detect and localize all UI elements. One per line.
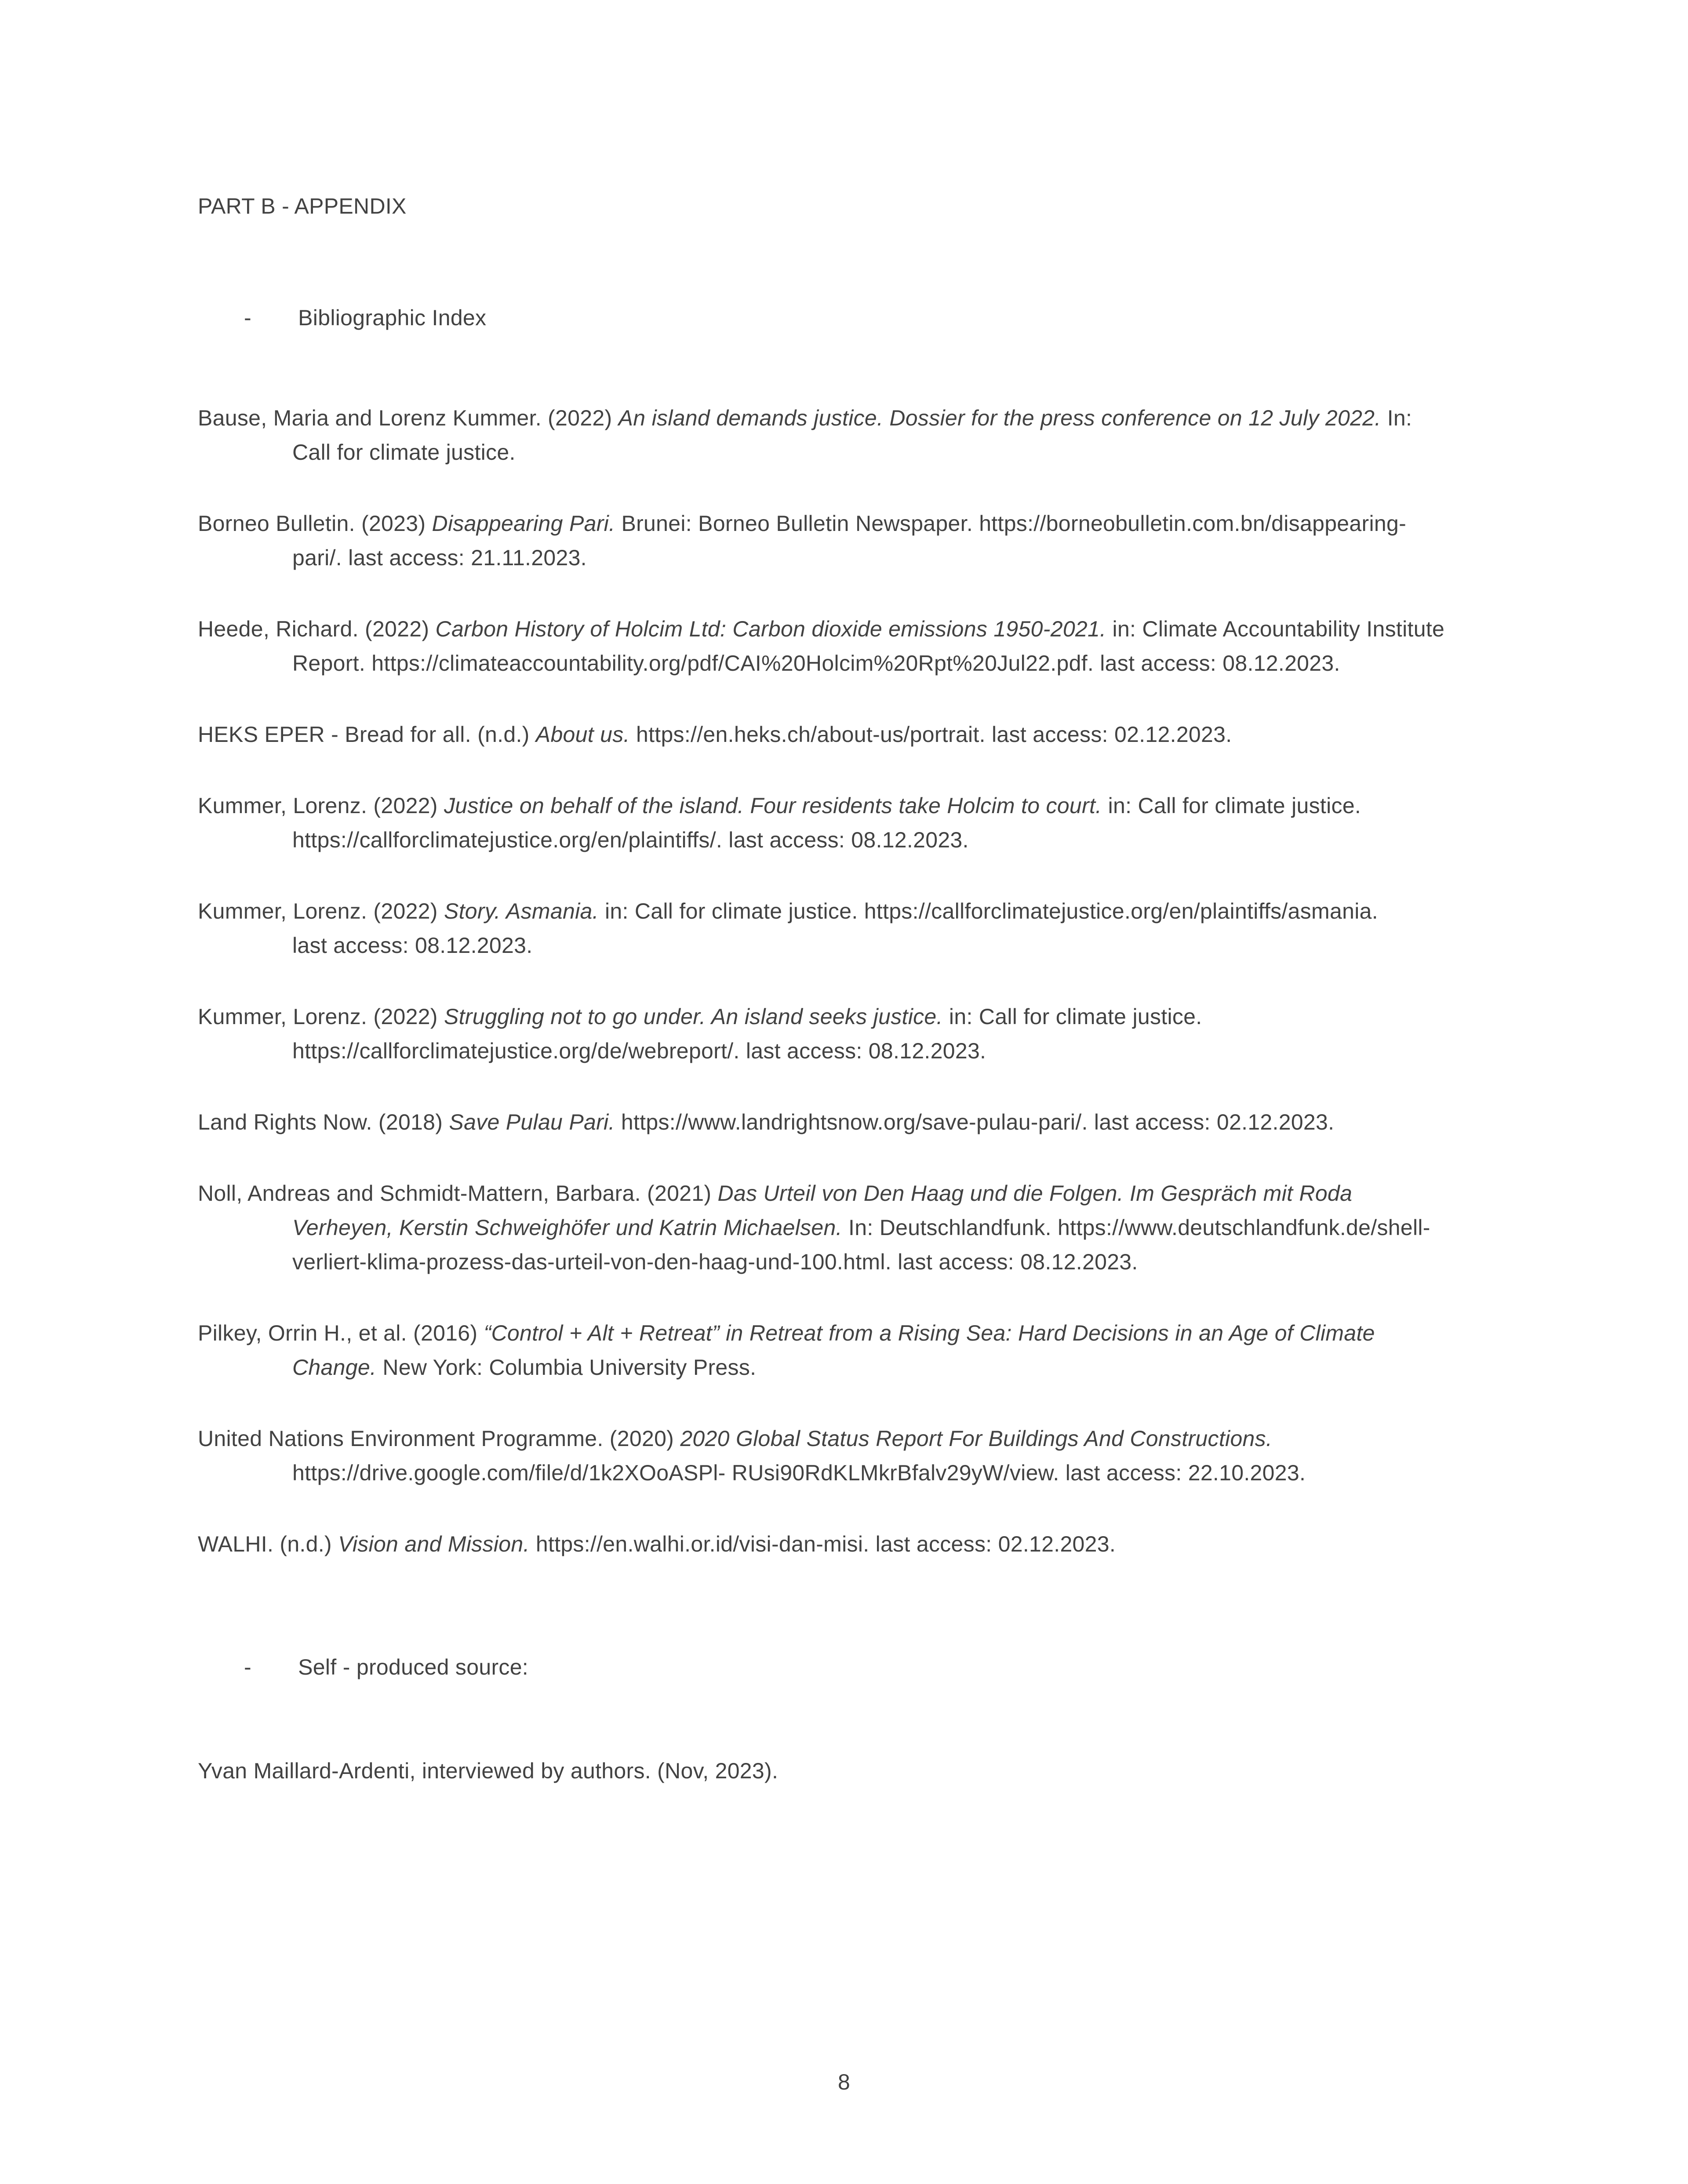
- section-label: Bibliographic Index: [298, 305, 487, 330]
- entry-text: United Nations Environment Programme. (2020): [198, 1426, 680, 1451]
- entry-text: last access: 08.12.2023.: [292, 933, 533, 958]
- entry-text-italic: Save Pulau Pari.: [449, 1110, 615, 1134]
- entry-line: [198, 1350, 1543, 1385]
- entry-text-italic: About us.: [535, 722, 630, 747]
- entry-text-italic: An island demands justice. Dossier for the press conference on 12 July 2022.: [618, 406, 1381, 430]
- bibliography-entry: [198, 1316, 1543, 1385]
- entry-text: Kummer, Lorenz. (2022): [198, 1004, 444, 1029]
- entry-line: [198, 646, 1543, 680]
- bibliography-entry: [198, 1527, 1543, 1561]
- entry-text: Bause, Maria and Lorenz Kummer. (2022): [198, 406, 618, 430]
- bibliography-entry: [198, 789, 1543, 857]
- entry-text: https://en.walhi.or.id/visi-dan-misi. last access: 02.12.2023.: [529, 1532, 1116, 1556]
- bullet-dash: -: [244, 1655, 251, 1679]
- entry-text: Kummer, Lorenz. (2022): [198, 899, 444, 923]
- bibliography-entry: [198, 894, 1543, 963]
- entry-line: [198, 717, 1543, 752]
- entry-line: [198, 1456, 1543, 1490]
- entry-text: In: Deutschlandfunk. https://www.deutschlandfunk.de/shell-: [842, 1215, 1430, 1240]
- entry-text-italic: Justice on behalf of the island. Four residents take Holcim to court.: [444, 793, 1102, 818]
- entry-text: pari/. last access: 21.11.2023.: [292, 545, 587, 570]
- entry-text-italic: Das Urteil von Den Haag und die Folgen. Im Gespräch mit Roda: [717, 1181, 1353, 1206]
- entry-text-italic: Story. Asmania.: [444, 899, 599, 923]
- entry-text: Call for climate justice.: [292, 440, 516, 465]
- entry-text: Heede, Richard. (2022): [198, 617, 436, 641]
- entry-text: Noll, Andreas and Schmidt-Mattern, Barbara. (2021): [198, 1181, 718, 1206]
- entry-text: Borneo Bulletin. (2023): [198, 511, 432, 536]
- entry-line: [198, 1245, 1543, 1279]
- bibliography-list: [198, 401, 1543, 1598]
- entry-line: [198, 401, 1543, 435]
- entry-text: Pilkey, Orrin H., et al. (2016): [198, 1321, 484, 1345]
- entry-line: [198, 999, 1543, 1034]
- entry-text: In:: [1381, 406, 1412, 430]
- bibliography-entry: [198, 717, 1543, 752]
- bibliography-entry: [198, 1421, 1543, 1490]
- entry-line: [198, 435, 1543, 469]
- entry-line: [198, 928, 1543, 963]
- entry-line: [198, 541, 1543, 575]
- entry-text: in: Call for climate justice.: [942, 1004, 1202, 1029]
- entry-text: https://callforclimatejustice.org/de/webreport/. last access: 08.12.2023.: [292, 1039, 986, 1063]
- entry-text: verliert-klima-prozess-das-urteil-von-den-haag-und-100.html. last access: 08.12.2023.: [292, 1250, 1138, 1274]
- entry-text: in: Call for climate justice. https://callforclimatejustice.org/en/plaintiffs/asmania.: [598, 899, 1378, 923]
- entry-text: Report. https://climateaccountability.org/pdf/CAI%20Holcim%20Rpt%20Jul22.pdf. last access: 08.12.2023.: [292, 651, 1340, 676]
- self-produced-source-note: Yvan Maillard-Ardenti, interviewed by authors. (Nov, 2023).: [198, 1759, 779, 1783]
- entry-line: [198, 823, 1543, 857]
- entry-text: Brunei: Borneo Bulletin Newspaper. https://borneobulletin.com.bn/disappearing-: [615, 511, 1407, 536]
- entry-line: [198, 894, 1543, 928]
- entry-text-italic: Change.: [292, 1355, 377, 1380]
- entry-line: [198, 1421, 1543, 1456]
- entry-line: [198, 1034, 1543, 1068]
- entry-line: [198, 1527, 1543, 1561]
- entry-text: in: Call for climate justice.: [1102, 793, 1361, 818]
- bibliography-entry: [198, 1176, 1543, 1279]
- bibliography-entry: [198, 612, 1543, 680]
- bibliography-entry: [198, 999, 1543, 1068]
- entry-text-italic: Struggling not to go under. An island seeks justice.: [444, 1004, 943, 1029]
- entry-line: [198, 1105, 1543, 1139]
- entry-text: https://drive.google.com/file/d/1k2XOoASPl- RUsi90RdKLMkrBfalv29yW/view. last access: 22.10.2023.: [292, 1461, 1306, 1485]
- page-number: 8: [837, 2070, 851, 2094]
- entry-line: [198, 612, 1543, 646]
- bibliography-entry: [198, 1105, 1543, 1139]
- entry-text-italic: Disappearing Pari.: [432, 511, 615, 536]
- entry-text-italic: Vision and Mission.: [338, 1532, 530, 1556]
- entry-text: New York: Columbia University Press.: [376, 1355, 757, 1380]
- entry-text-italic: “Control + Alt + Retreat” in Retreat from a Rising Sea: Hard Decisions in an Age of Climate: [484, 1321, 1375, 1345]
- section-label: Self - produced source:: [298, 1655, 528, 1679]
- entry-text-italic: Verheyen, Kerstin Schweighöfer und Katrin Michaelsen.: [292, 1215, 842, 1240]
- entry-line: [198, 1316, 1543, 1350]
- entry-text: https://callforclimatejustice.org/en/plaintiffs/. last access: 08.12.2023.: [292, 828, 969, 852]
- entry-line: [198, 1176, 1543, 1210]
- section-bullet-bibliographic-index: [244, 301, 486, 335]
- bibliography-entry: [198, 506, 1543, 575]
- entry-text: WALHI. (n.d.): [198, 1532, 338, 1556]
- page-heading: PART B - APPENDIX: [198, 194, 407, 218]
- entry-text: https://www.landrightsnow.org/save-pulau-pari/. last access: 02.12.2023.: [615, 1110, 1335, 1134]
- entry-text: in: Climate Accountability Institute: [1106, 617, 1445, 641]
- entry-text-italic: Carbon History of Holcim Ltd: Carbon dioxide emissions 1950-2021.: [435, 617, 1106, 641]
- section-bullet-self-produced-source: [244, 1650, 528, 1684]
- entry-text: HEKS EPER - Bread for all. (n.d.): [198, 722, 536, 747]
- entry-line: [198, 1210, 1543, 1245]
- bullet-dash: -: [244, 305, 251, 330]
- bibliography-entry: [198, 401, 1543, 469]
- entry-text: https://en.heks.ch/about-us/portrait. last access: 02.12.2023.: [629, 722, 1232, 747]
- entry-line: [198, 506, 1543, 541]
- entry-text-italic: 2020 Global Status Report For Buildings And Constructions.: [680, 1426, 1273, 1451]
- entry-text: Land Rights Now. (2018): [198, 1110, 449, 1134]
- entry-text: Kummer, Lorenz. (2022): [198, 793, 444, 818]
- entry-line: [198, 789, 1543, 823]
